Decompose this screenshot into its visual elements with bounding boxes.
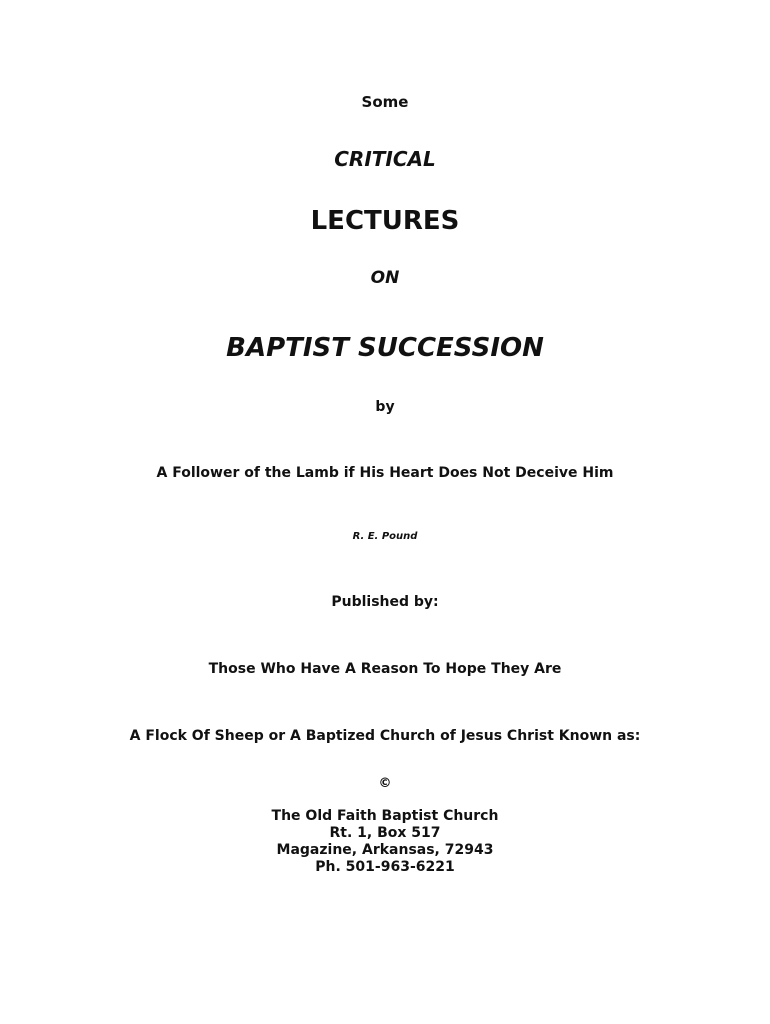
title-word-on: ON — [370, 268, 400, 288]
title-word-lectures: LECTURES — [310, 206, 460, 236]
publisher-address — [0, 808, 770, 876]
published-by-label: Published by: — [331, 594, 439, 610]
address-phone: Ph. 501-963-6221 — [315, 859, 455, 875]
publisher-line-2: A Flock Of Sheep or A Baptized Church of Jesus Christ Known as: — [129, 728, 641, 744]
author-description: A Follower of the Lamb if His Heart Does Not Deceive Him — [156, 465, 614, 481]
copyright-symbol: © — [378, 776, 392, 791]
church-name: The Old Faith Baptist Church — [271, 808, 499, 824]
byline-by: by — [375, 399, 395, 415]
address-city: Magazine, Arkansas, 72943 — [276, 842, 494, 858]
author-name: R. E. Pound — [352, 531, 418, 542]
address-route: Rt. 1, Box 517 — [329, 825, 441, 841]
title-word-critical: CRITICAL — [334, 147, 436, 171]
title-subject: BAPTIST SUCCESSION — [226, 333, 544, 363]
publisher-line-1: Those Who Have A Reason To Hope They Are — [208, 661, 562, 677]
title-word-some: Some — [361, 93, 409, 111]
